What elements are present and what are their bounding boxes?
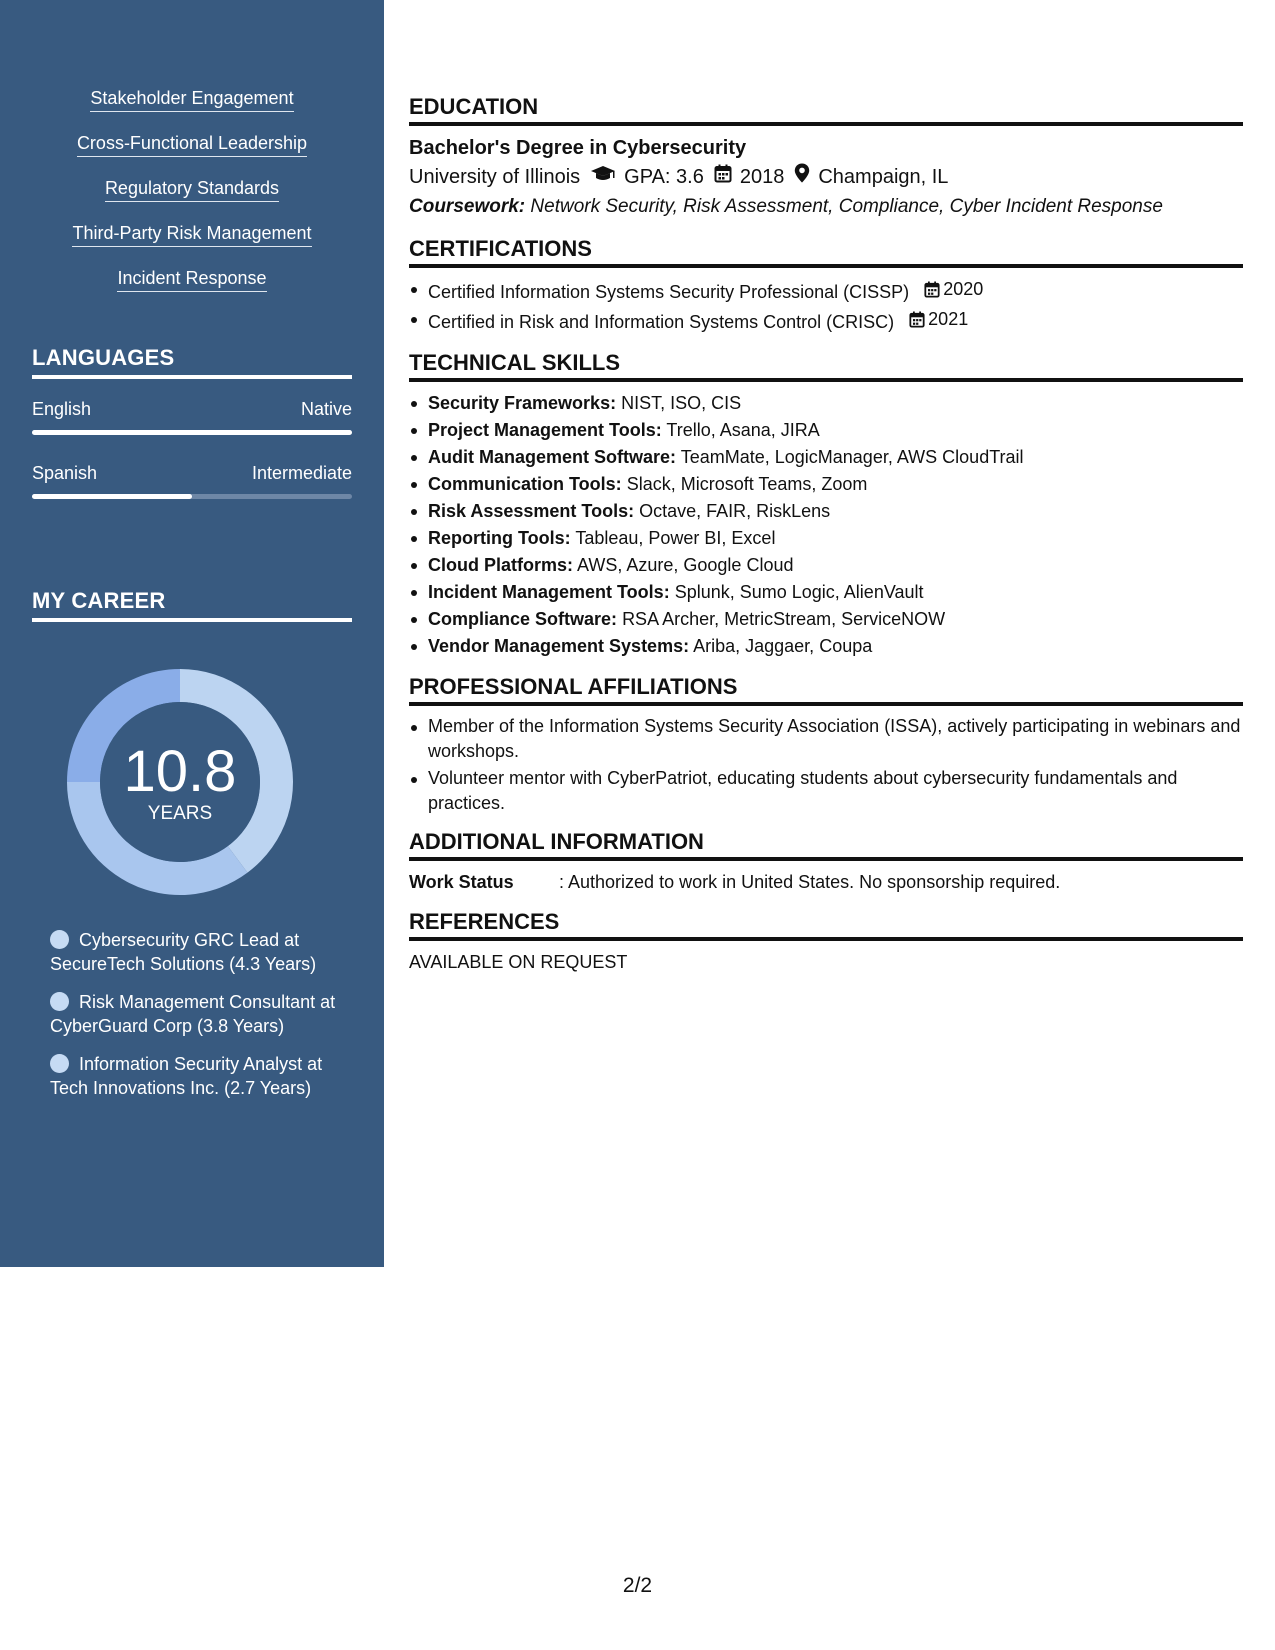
skill-item: Regulatory Standards [105,176,279,202]
bullet-dot-icon [50,1054,69,1073]
education-details [409,162,1243,192]
donut-center [66,668,294,896]
list-item [409,444,1243,471]
gpa: GPA: 3.6 [624,166,704,188]
references-text: AVAILABLE ON REQUEST [409,952,628,972]
career-item-text: Information Security Analyst at Tech Innovations Inc. (2.7 Years) [50,1054,323,1098]
skill-value: Trello, Asana, JIRA [666,420,820,440]
list-item [409,579,1243,606]
work-status-label: Work Status [409,872,514,892]
list-item [409,633,1243,660]
skill-value: Ariba, Jaggaer, Coupa [693,636,873,656]
skill-value: Slack, Microsoft Teams, Zoom [626,474,868,494]
skill-label: Audit Management Software: [428,447,677,467]
skills-list [32,0,352,311]
calendar-icon [909,311,925,328]
career-heading: MY CAREER [32,588,352,622]
list-item: Member of the Information Systems Security Association (ISSA), actively participating in webinars and workshops. [409,714,1243,763]
page-number: 2/2 [622,1574,653,1597]
language-spanish [32,463,352,499]
coursework-label: Coursework: [409,196,526,217]
skill-label: Security Frameworks: [428,393,617,413]
education-heading: EDUCATION [409,94,1243,126]
list-item: Volunteer mentor with CyberPatriot, educating students about cybersecurity fundamentals and practices. [409,766,1243,815]
languages-heading: LANGUAGES [32,345,352,379]
technical-skills-heading: TECHNICAL SKILLS [409,350,1243,382]
education-section [409,94,1243,222]
skill-value: RSA Archer, MetricStream, ServiceNOW [622,609,946,629]
skill-item: Stakeholder Engagement [90,86,293,112]
skill-item: Cross-Functional Leadership [77,131,307,157]
technical-skills-list [409,390,1243,660]
work-status-row [409,869,1243,895]
certifications-list [409,276,1243,336]
work-status-value: : Authorized to work in United States. No sponsorship required. [559,872,1061,892]
career-total-years: 10.8 [123,739,237,804]
list-item [409,276,1243,306]
certifications-heading: CERTIFICATIONS [409,236,1243,268]
bullet-dot-icon [50,992,69,1011]
skill-value: NIST, ISO, CIS [621,393,742,413]
additional-info-heading: ADDITIONAL INFORMATION [409,829,1243,861]
language-bar-fill [32,430,352,435]
school-name: University of Illinois [409,166,581,188]
skill-value: TeamMate, LogicManager, AWS CloudTrail [680,447,1024,467]
skill-label: Risk Assessment Tools: [428,501,635,521]
school-location: Champaign, IL [818,166,949,188]
language-name: English [32,399,92,419]
affiliations-section [409,674,1243,815]
list-item [409,525,1243,552]
graduation-year: 2018 [739,166,785,188]
language-bar-fill [32,494,192,499]
main-content [409,94,1243,989]
list-item [409,498,1243,525]
skill-value: Octave, FAIR, RiskLens [639,501,831,521]
skill-value: AWS, Azure, Google Cloud [577,555,794,575]
list-item [409,552,1243,579]
certifications-section [409,236,1243,336]
skill-label: Communication Tools: [428,474,622,494]
career-item [50,928,340,976]
list-item [409,417,1243,444]
bullet-dot-icon [50,930,69,949]
languages-section [32,345,352,499]
language-name: Spanish [32,463,98,483]
skill-label: Incident Management Tools: [428,582,670,602]
skill-value: Tableau, Power BI, Excel [575,528,776,548]
technical-skills-section [409,350,1243,660]
affiliations-heading: PROFESSIONAL AFFILIATIONS [409,674,1243,706]
sidebar [0,0,384,1267]
calendar-icon [924,281,940,298]
certification-year-wrap [924,276,983,303]
language-bar [32,430,352,435]
skill-label: Compliance Software: [428,609,618,629]
career-item [50,1052,340,1100]
skill-label: Cloud Platforms: [428,555,574,575]
coursework-text: Network Security, Risk Assessment, Compliance, Cyber Incident Response [530,196,1163,217]
additional-info-section [409,829,1243,895]
certification-name: Certified Information Systems Security Professional (CISSP) [428,282,910,302]
language-level: Native [300,399,352,419]
career-total-unit: YEARS [147,803,213,824]
certification-name: Certified in Risk and Information Systems Control (CRISC) [428,312,895,332]
list-item [409,606,1243,633]
list-item [409,306,1243,336]
skill-label: Vendor Management Systems: [428,636,690,656]
references-heading: REFERENCES [409,909,1243,941]
coursework [409,192,1243,222]
skill-item: Third-Party Risk Management [72,221,311,247]
career-item-text: Cybersecurity GRC Lead at SecureTech Solutions (4.3 Years) [50,930,317,974]
certification-year-wrap [909,306,968,333]
calendar-icon [714,162,732,192]
references-section [409,909,1243,975]
skill-label: Reporting Tools: [428,528,571,548]
certification-year: 2021 [928,309,969,329]
skill-value: Splunk, Sumo Logic, AlienVault [674,582,924,602]
graduation-cap-icon [590,162,616,192]
certification-year: 2020 [943,279,984,299]
degree-title: Bachelor's Degree in Cybersecurity [409,137,747,159]
career-section [32,588,352,1098]
career-item-text: Risk Management Consultant at CyberGuard Corp (3.8 Years) [50,992,336,1036]
affiliations-list [409,714,1243,815]
career-list [50,928,340,1114]
career-donut-chart [66,668,294,896]
list-item [409,471,1243,498]
map-pin-icon [794,162,810,192]
list-item [409,390,1243,417]
career-item [50,990,340,1038]
skill-label: Project Management Tools: [428,420,662,440]
language-level: Intermediate [251,463,352,483]
language-bar [32,494,352,499]
language-english [32,399,352,435]
skill-item: Incident Response [117,266,266,292]
